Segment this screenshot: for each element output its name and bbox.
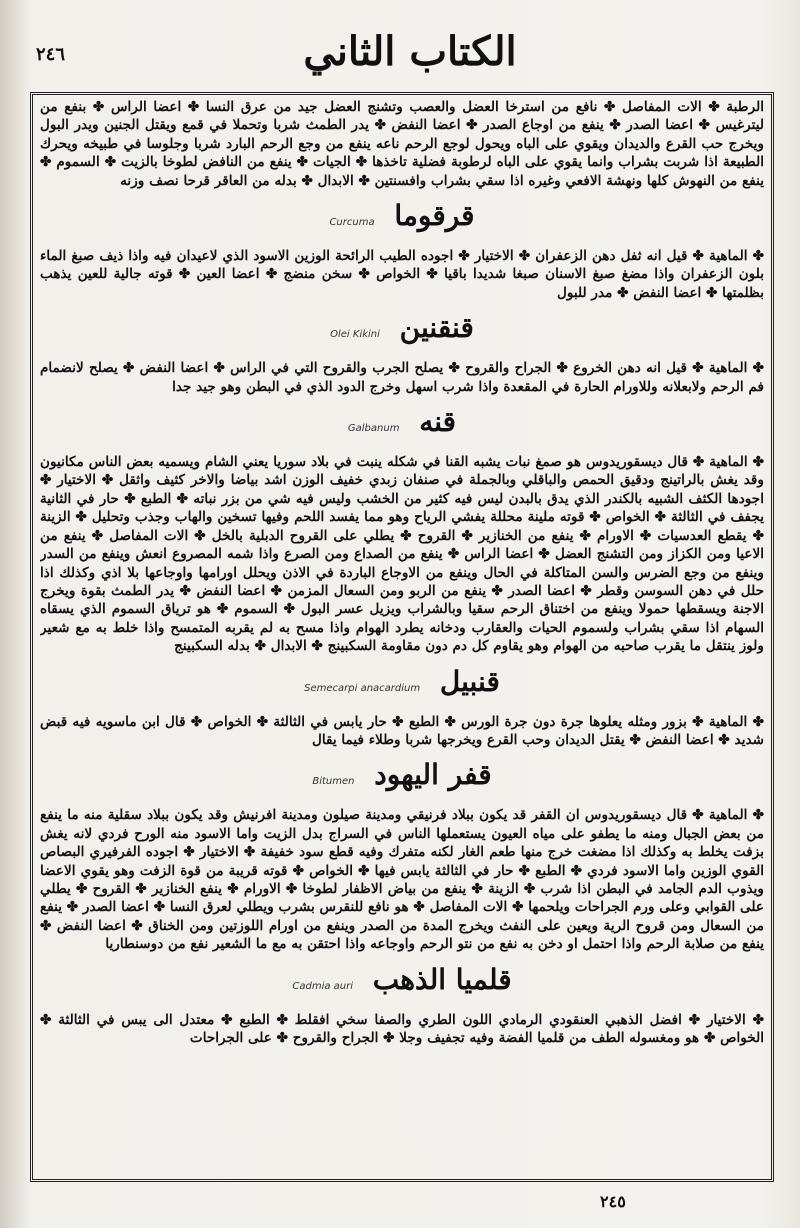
entry-heading-text: قنه — [419, 405, 457, 439]
latin-annotation: Galbanum — [347, 423, 400, 435]
latin-annotation: Cadmia auri — [292, 980, 354, 992]
entry-heading-text: قفر اليهود — [374, 758, 492, 792]
entry-text-galbanum: ✤ الماهية ✤ قال ديسقوريدوس هو صمغ نبات يشبه القنا في شكله ينبت في بلاد سوريا يعني الشام ويسميه بعض الناس مكانيون وقد يغش بالراتينج ودقيق الحمص والباقلي وبالجملة في صنفان زبدي خفيف الوزن اشد بياضا والاخر كثيف واثقل ✤ الاختيار ✤ اجودها الكثف الشبيه بالكندر الذي يدق بالبدن ليس فيه كثير من الخشب وليس فيه شي من بزر نباته ✤ الطبع ✤ حار في الثانية يجفف في الثالثة ✤ الخواص ✤ قوته ملينة محللة يفشي الرياح وهو مما يفسد اللحم وفيها تسخين والهاب وجذب وتحليل ✤ الزينة ✤ يقطع العدسيات ✤ الاورام ✤ ينفع من الخنازير ✤ القروح ✤ يطلي على القروح الدبلية بالخل ✤ الات المفاصل ✤ ينفع من الاعيا ومن الكزاز ومن التشنج العضل ✤ اعضا الراس ✤ ينفع من الصداع ومن الصرع واذا شمه المصروع انعش وينفع من السدر وينفع من وجع الضرس والسن المتاكلة في الحال وينفع من الاوجاع الباردة في الاذن ويحلل اورامها واوجاعها بلا اذي وكذلك اذا حلل في دهن السوسن وقطر ✤ اعضا الصدر ✤ ينفع من الربو ومن السعال المزمن ✤ اعضا النفض ✤ يدر الطمث بقوة ويخرج الاجنة ويسقطها حمولا وينفع من اختناق الرحم سقيا وبالشراب ويزيل عسر البول ✤ السموم ✤ هو ترياق السموم الذي يسقاه السهام اذا سقي بشراب ولسموم الحيات والعقارب ودخانه يطرد الهوام واذا مسح به لم يقربه المتمسح واذا خلط به مع شعير ولوز ينتقل ما يقرب صاحبه من الهوام وهو يقاوم كل دم دون مقاومة السكبينج ✤ الابدال ✤ بدله السكبينج — [40, 454, 764, 655]
footer-page-number: ٢٤٥ — [600, 1192, 626, 1211]
entry-heading-galbanum — [40, 404, 764, 447]
entry-heading-text: قرقوما — [394, 199, 475, 233]
latin-annotation: Semecarpi anacardium — [304, 682, 421, 694]
page-content — [40, 98, 764, 1176]
entry-heading-anacardium — [40, 664, 764, 707]
entry-heading-bitumen — [40, 757, 764, 800]
entry-heading-text: قنقنين — [399, 311, 474, 345]
entry-heading-cadmia — [40, 962, 764, 1005]
latin-annotation: Curcuma — [329, 217, 375, 229]
header-page-number: ٢٤٦ — [36, 44, 66, 65]
entry-heading-curcuma — [40, 198, 764, 241]
entry-text-kikini: ✤ الماهية ✤ قيل انه دهن الخروع ✤ الجراح والقروح ✤ يصلح الجرب والقروح التي في الراس ✤ اعضا النفض ✤ يصلح لانضمام فم الرحم ولابعلانه وللاورام الحارة في المقعدة واذا شرب اسهل وخرج الدود الذي في البطن وهو جيد جدا — [40, 360, 764, 395]
entry-text-curcuma: ✤ الماهية ✤ قيل انه ثفل دهن الزعفران ✤ الاختيار ✤ اجوده الطيب الرائحة الوزين الاسود الذي لاعيدان فيه واذا ذيف صبغ الماء بلون الزعفران واذا مضغ صبغ الاسنان صبغا شديدا باقيا ✤ الخواص ✤ سخن منضج ✤ اعضا العين ✤ قوته جالية للعين يذهب بظلمتها ✤ اعضا النفض ✤ مدر للبول — [40, 248, 764, 301]
page-title: الكتاب الثاني — [303, 28, 517, 75]
entry-heading-kikini — [40, 310, 764, 353]
latin-annotation: Olei Kikini — [330, 329, 380, 341]
entry-heading-text: قلميا الذهب — [372, 962, 512, 996]
entry-text-cadmia: ✤ الاختيار ✤ افضل الذهبي العنقودي الرمادي اللون الطري والصفا سخي افقلط ✤ الطبع ✤ معتدل الى يبس في الثالثة ✤ الخواص ✤ هو ومغسوله الطف من قلميا الفضة وفيه تجفيف وجلا ✤ الجراح والقروح ✤ على الجراحات — [40, 1011, 764, 1046]
entry-heading-text: قنبيل — [439, 664, 500, 698]
entry-text-anacardium: ✤ الماهية ✤ بزور ومثله يعلوها جرة دون جرة الورس ✤ الطبع ✤ حار يابس في الثالثة ✤ الخواص ✤ قال ابن ماسويه فيه قبض شديد ✤ اعضا النفض ✤ يقتل الديدان وحب القرع ويخرجها شربا وطلاء فيما يقال — [40, 713, 764, 748]
latin-annotation: Bitumen — [312, 776, 355, 788]
intro-paragraph: الرطبة ✤ الات المفاصل ✤ نافع من استرخا العضل والعصب وتشنج العضل جيد من عرق النسا ✤ اعضا الراس ✤ بنفع من ليترغيس ✤ اعضا الصدر ✤ ينفع من اوجاع الصدر ✤ اعضا النفض ✤ يدر الطمث شربا وتحملا في قمع ويقتل الجنين ويدر البول ويخرج حب القرع والديدان ويقوي على الباه ويحول لوجع الرحم ناعه ينفع من وجع الرحم البارد شربا وجلوسا في طبيخه ويحرك الطبيعة اذا شربت بشراب وانما يقوي على الباه لرطوبة فضلية تاخذها ✤ الجيات ✤ ينفع من النافض لطوخا بالزيت ✤ السموم ✤ ينفع من النهوش كلها ونهشة الافعي وغيره اذا سقي بشراب وافسنتين ✤ الابدال ✤ بدله من العاقر قرحا نصف وزنه — [40, 99, 764, 189]
entry-text-bitumen: ✤ الماهية ✤ قال ديسقوريدوس ان القفر قد يكون ببلاد فرنيقي ومدينة صيلون ومدينة افرنيش وقد يكون ببلاد سقلية منه ما ينفع من بعض الجبال ومنه ما يطفو على مياه العيون يستعملها الناس في السراج بدل الزيت واما الاسود منه الورح فردي لانه يغش بزفت يخلط به وكذلك اذا مضغت خرج منها طعم الغار لكنه متفرك وفيه قطع سود خفيفة ✤ الاختيار ✤ اجوده الفرفيري البصاص القوي الوزين واما الاسود فردي ✤ الطبع ✤ حار في الثالثة يابس فيها ✤ الخواص ✤ قوته قريبة من قوة الزفت وهو يقوي الاعضا ويذوب الدم الجامد في البطن اذا شرب ✤ الزينة ✤ ينفع من بياض الاظفار لطوخا ✤ الاورام ✤ ينفع الخنازير ✤ القروح ✤ يطلي على القوابي وعلى ورم الجراحات ويلحمها ✤ الات المفاصل ✤ هو نافع للنقرس بشرب ويطلي لعرق النسا ✤ اعضا الصدر ✤ ينفع من السعال ومن قروح الرية ويعين على النفث ويخرج المدة من الصدر وينفع من اورام اللوزتين ومن الخناق ✤ اعضا النفض ✤ ينفع من صلابة الرحم واذا احتمل او دخن به نفع من نتو الرحم واوجاعه واذا احتقن به مع ما الشعير نفع من دوسنطاريا — [40, 807, 764, 953]
